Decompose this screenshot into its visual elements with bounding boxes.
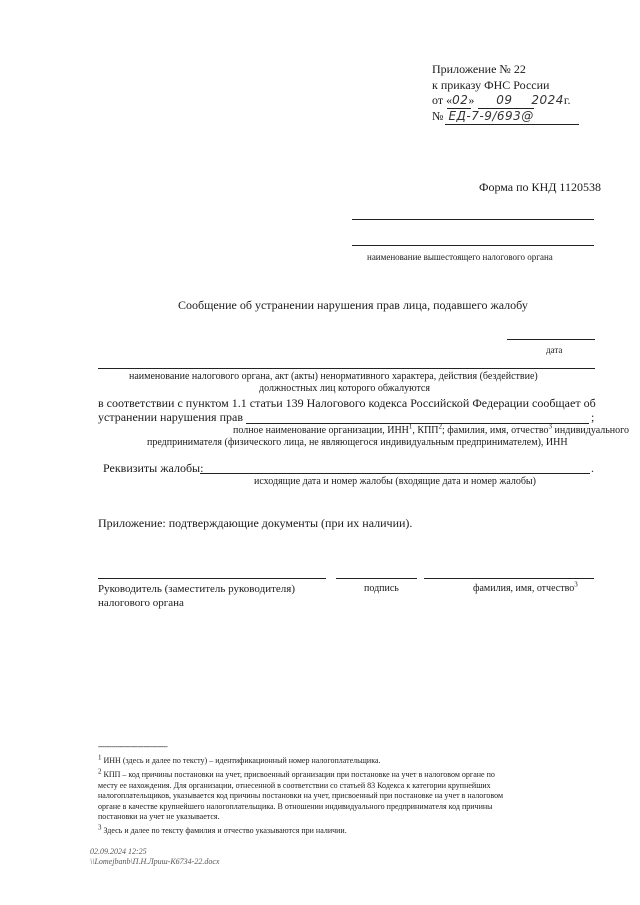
fio-line [424,578,594,579]
order-number-value: ЕД-7-9/693@ [448,109,534,123]
head-caption-2: налогового органа [98,597,184,609]
date-line [507,339,595,340]
footnote-3: $^3$ Здесь и далее по тексту фамилия и отчество указываются при наличии. [98,823,347,835]
order-reference: к приказу ФНС России [432,78,550,92]
complaint-label: Реквизиты жалобы: [103,461,204,475]
order-number: № ЕД-7-9/693@ [432,109,534,123]
complaint-caption: исходящие дата и номер жалобы (входящие дата и номер жалобы) [254,476,536,487]
body-line-2-end: ; [591,410,595,424]
tax-authority-line [98,368,595,369]
date-caption: дата [546,345,563,355]
organization-caption-1: полное наименование организации, ИНН$^1$, КПП$^2$; фамилия, имя, отчество$^3$ индивидуального [233,422,629,436]
head-line [98,578,326,579]
order-date: от «02» 09 2024г. [432,93,571,107]
rights-line [246,423,589,424]
head-caption-1: Руководитель (заместитель руководителя) [98,583,295,595]
body-line-1: в соответствии с пунктом 1.1 статьи 139 Налогового кодекса Российской Федерации сообщает об [98,396,596,410]
footnote-separator: -------------------------------- [98,742,168,751]
authority-caption: наименование вышестоящего налогового органа [367,252,553,262]
sign-caption: подпись [364,583,399,594]
footnote-2: $^2$ КПП – код причины постановки на учет, присвоенный организации при постановке на учет в налоговом органе по месту ее нахождения. Для организации, отнесенной в соответствии со статьей 83 Кодекса к категории крупнейших налогоплательщиков, указывается код причины постановки на учет, присвоенный при постановке на учет в налоговом органе в качестве крупнейшего налогоплательщика. В отношении индивидуального предпринимателя код причины постановки на учет не указывается. [98,767,504,822]
body-line-2-label: устранении нарушения прав [98,410,243,424]
date-month: 09 [496,93,513,107]
document-title: Сообщение об устранении нарушения прав лица, подавшего жалобу [178,298,528,312]
file-timestamp: 02.09.2024 12:25 [90,847,147,856]
complaint-end: . [591,461,594,475]
organization-caption-2: предпринимателя (физического лица, не являющегося индивидуальным предпринимателем), ИНН [147,437,568,448]
tax-authority-caption-2: должностных лиц которого обжалуются [259,383,430,394]
footnote-1: $^1$ ИНН (здесь и далее по тексту) – идентификационный номер налогоплательщика. [98,753,381,765]
sign-line [336,578,417,579]
appendix-number: Приложение № 22 [432,62,526,76]
attachment-text: Приложение: подтверждающие документы (при их наличии). [98,516,413,530]
complaint-line [200,473,590,474]
tax-authority-caption-1: наименование налогового органа, акт (акты) ненормативного характера, действия (бездействие) [129,371,538,382]
date-year: 2024 [531,93,564,107]
form-code: Форма по КНД 1120538 [479,180,601,194]
fio-caption: фамилия, имя, отчество$^3$ [473,580,578,594]
authority-line-2 [352,245,594,246]
authority-line-1 [352,219,594,220]
file-path: \\Lomejbanb\П.Н.Лриш-К6734-22.docx [90,857,220,866]
date-day: 02 [452,93,469,107]
